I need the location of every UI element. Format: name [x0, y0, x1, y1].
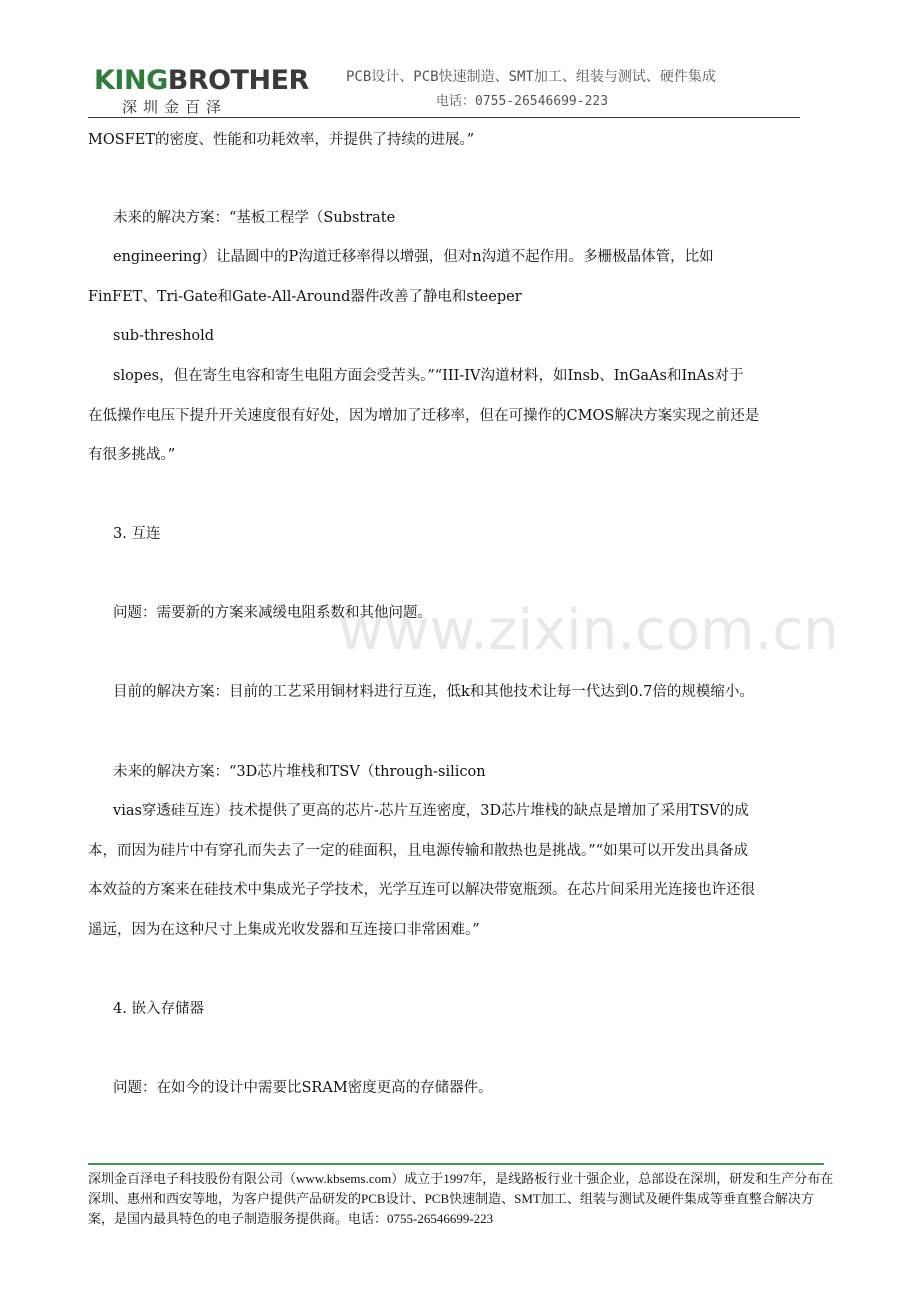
paragraph-line: 问题：在如今的设计中需要比SRAM密度更高的存储器件。 — [113, 1080, 493, 1096]
paragraph-line: 本效益的方案来在硅技术中集成光子学技术，光学互连可以解决带宽瓶颈。在芯片间采用光连接也许还很 — [88, 882, 755, 898]
paragraph-line: 未来的解决方案：“3D芯片堆栈和TSV（through-silicon — [113, 764, 486, 780]
paragraph-line: 问题：需要新的方案来减缓电阻系数和其他问题。 — [113, 605, 432, 621]
company-logo — [94, 66, 309, 96]
paragraph-line: slopes，但在寄生电容和寄生电阻方面会受苦头。”“III-IV沟道材料，如Insb、InGaAs和InAs对于 — [113, 368, 744, 384]
paragraph-line: sub-threshold — [113, 328, 215, 344]
paragraph-line: FinFET、Tri-Gate和Gate-All-Around器件改善了静电和steeper — [88, 289, 522, 305]
paragraph-line: 本，而因为硅片中有穿孔而失去了一定的硅面积，且电源传输和散热也是挑战。”“如果可以开发出具备成 — [88, 843, 749, 859]
footer-text: 深圳金百泽电子科技股份有限公司（www.kbsems.com）成立于1997年，是线路板行业十强企业，总部设在深圳，研发和生产分布在深圳、惠州和西安等地，为客户提供产品研发的PCB设计、PCB快速制造、SMT加工、组装与测试及硬件集成等垂直整合解决方案，是国内最具特色的电子制造服务提供商。电话：0755-26546699-223 — [88, 1171, 834, 1226]
logo-subtitle: 深圳金百泽 — [122, 98, 228, 116]
header-divider — [88, 117, 800, 118]
paragraph-line: 在低操作电压下提升开关速度很有好处，因为增加了迁移率，但在可操作的CMOS解决方案实现之前还是 — [88, 408, 760, 424]
paragraph-line: 遥远，因为在这种尺寸上集成光收发器和互连接口非常困难。” — [88, 922, 480, 938]
header-tagline: PCB设计、PCB快速制造、SMT加工、组装与测试、硬件集成 — [346, 69, 716, 85]
logo-text-king: KING — [94, 65, 168, 96]
paragraph-line: MOSFET的密度、性能和功耗效率，并提供了持续的进展。” — [88, 132, 475, 148]
paragraph-line: 未来的解决方案：“基板工程学（Substrate — [113, 210, 396, 226]
paragraph-line: 目前的解决方案：目前的工艺采用铜材料进行互连，低k和其他技术让每一代达到0.7倍的规模缩小。 — [113, 684, 754, 700]
paragraph-line: vias穿透硅互连）技术提供了更高的芯片-芯片互连密度，3D芯片堆栈的缺点是增加了采用TSV的成 — [113, 803, 749, 819]
footer-divider — [88, 1163, 824, 1165]
section-heading: 3. 互连 — [113, 526, 161, 542]
watermark: www.zixin.com.cn — [338, 598, 839, 663]
paragraph-line: engineering）让晶圆中的P沟道迁移率得以增强，但对n沟道不起作用。多栅极晶体管，比如 — [113, 249, 714, 265]
section-heading: 4. 嵌入存储器 — [113, 1001, 204, 1017]
logo-text-brother: BROTHER — [167, 65, 309, 96]
page-header — [88, 62, 800, 118]
paragraph-line: 有很多挑战。” — [88, 447, 176, 463]
header-phone: 电话：0755-26546699-223 — [436, 94, 609, 109]
